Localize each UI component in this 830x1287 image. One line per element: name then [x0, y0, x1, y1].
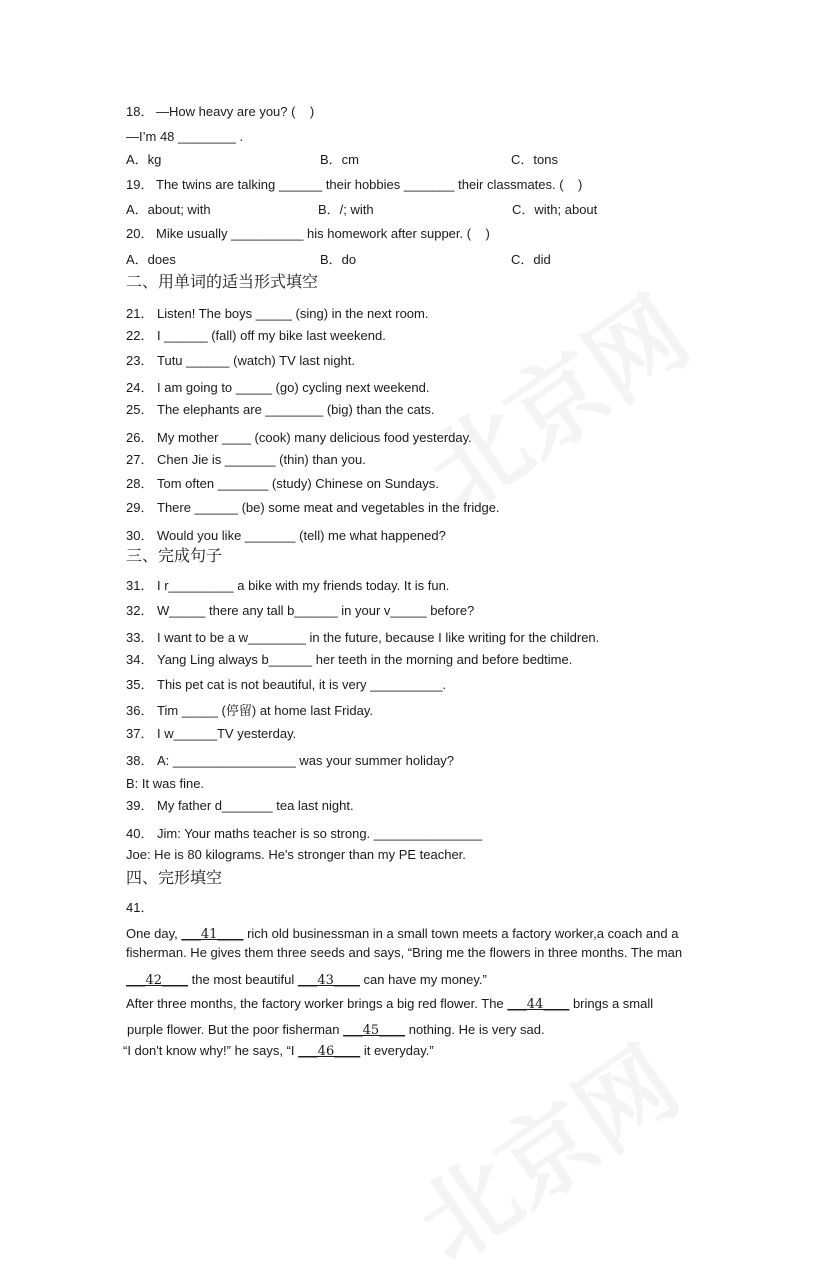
blank-43[interactable]: ___43____ [297, 973, 360, 988]
question-text: W_____ there any tall b______ in your v_____ before? [157, 603, 475, 618]
question-number: 35． [126, 677, 154, 692]
question-30 [126, 527, 446, 545]
option-b[interactable]: B．cm [320, 152, 360, 167]
question-21 [126, 305, 428, 323]
question-number: 21． [126, 306, 154, 321]
question-text: I r_________ a bike with my friends today. It is fun. [157, 578, 450, 593]
question-38-answer: B: It was fine. [126, 776, 205, 791]
blank-46[interactable]: ___46____ [298, 1044, 361, 1059]
question-31 [126, 577, 449, 595]
question-number: 28． [126, 476, 154, 491]
question-number: 29． [126, 500, 154, 515]
watermark [397, 260, 711, 537]
question-text: I w______TV yesterday. [157, 726, 297, 741]
passage-line-2: fisherman. He gives them three seeds and says, “Bring me the flowers in three months. The man [126, 945, 683, 960]
question-text: Tutu ______ (watch) TV last night. [157, 353, 355, 368]
question-18-answer-line: —I’m 48 ________ . [126, 129, 244, 144]
question-text: Chen Jie is _______ (thin) than you. [157, 452, 366, 467]
option-c[interactable]: C．with; about [512, 202, 598, 217]
question-number: 20． [126, 226, 154, 241]
option-a[interactable]: A．does [126, 252, 176, 267]
question-text: My mother ____ (cook) many delicious food yesterday. [157, 430, 472, 445]
passage-line-5 [127, 1021, 545, 1040]
question-40 [126, 825, 482, 843]
question-26 [126, 429, 472, 447]
passage-text: “I don't know why!” he says, “I [123, 1043, 299, 1058]
question-39 [126, 797, 354, 815]
option-c[interactable]: C．tons [511, 152, 558, 167]
question-number: 23． [126, 353, 154, 368]
question-number: 31． [126, 578, 154, 593]
passage-text: brings a small [569, 996, 654, 1011]
question-29 [126, 499, 500, 517]
question-number: 39． [126, 798, 154, 813]
question-27 [126, 451, 366, 469]
passage-line-3 [126, 971, 487, 990]
question-text: There ______ (be) some meat and vegetables in the fridge. [157, 500, 500, 515]
watermark-bottom [387, 1010, 701, 1287]
question-40-dialogue: Joe: He is 80 kilograms. He's stronger than my PE teacher. [126, 847, 466, 862]
question-36 [126, 702, 373, 720]
question-number: 18． [126, 104, 154, 119]
section-title: 四、完形填空 [126, 868, 223, 887]
passage-line-1 [126, 925, 678, 944]
option-c[interactable]: C．did [511, 252, 551, 267]
question-number: 34． [126, 652, 154, 667]
question-number: 33． [126, 630, 154, 645]
passage-text: purple flower. But the poor fisherman [127, 1022, 344, 1037]
question-number: 26． [126, 430, 154, 445]
question-number: 22． [126, 328, 154, 343]
question-18 [126, 103, 314, 121]
passage-text: it everyday.” [360, 1043, 434, 1058]
question-text: This pet cat is not beautiful, it is very __________. [157, 677, 447, 692]
section-title: 三、完成句子 [126, 546, 223, 565]
question-number: 19． [126, 177, 154, 192]
question-35 [126, 676, 446, 694]
question-text: The elephants are ________ (big) than the cats. [157, 402, 435, 417]
passage-text: nothing. He is very sad. [405, 1022, 545, 1037]
question-text: Tom often _______ (study) Chinese on Sundays. [157, 476, 439, 491]
passage-line-4 [126, 995, 653, 1014]
passage-text: the most beautiful [188, 972, 298, 987]
question-number: 24． [126, 380, 154, 395]
option-b[interactable]: B．/; with [318, 202, 374, 217]
question-34 [126, 651, 572, 669]
passage-line-6 [123, 1042, 434, 1061]
question-number: 30． [126, 528, 154, 543]
question-number: 40． [126, 826, 154, 841]
question-38 [126, 752, 454, 770]
question-25 [126, 401, 435, 419]
question-22 [126, 327, 386, 345]
question-number: 38． [126, 753, 154, 768]
question-number: 36． [126, 703, 154, 718]
question-text: I want to be a w________ in the future, because I like writing for the children. [157, 630, 600, 645]
question-text: Listen! The boys _____ (sing) in the next room. [157, 306, 429, 321]
question-37 [126, 725, 296, 743]
blank-45[interactable]: ___45____ [343, 1023, 406, 1038]
blank-41[interactable]: ___41____ [181, 927, 244, 942]
question-41-number: 41． [126, 900, 154, 915]
option-b[interactable]: B．do [320, 252, 357, 267]
passage-text: After three months, the factory worker brings a big red flower. The [126, 996, 508, 1011]
question-text: The twins are talking ______ their hobbies _______ their classmates. ( ) [156, 177, 583, 192]
question-text: Yang Ling always b______ her teeth in the morning and before bedtime. [157, 652, 573, 667]
question-20 [126, 225, 490, 243]
question-number: 27． [126, 452, 154, 467]
question-number: 25． [126, 402, 154, 417]
question-32 [126, 602, 474, 620]
question-text: Would you like _______ (tell) me what happened? [157, 528, 446, 543]
passage-text: One day, [126, 926, 182, 941]
option-a[interactable]: A．about; with [126, 202, 211, 217]
question-text: A: _________________ was your summer holiday? [157, 753, 455, 768]
question-text: My father d_______ tea last night. [157, 798, 354, 813]
question-number: 37． [126, 726, 154, 741]
passage-text: rich old businessman in a small town meets a factory worker,a coach and a [243, 926, 679, 941]
question-28 [126, 475, 439, 493]
passage-text: can have my money.” [359, 972, 487, 987]
question-text: Jim: Your maths teacher is so strong. _______________ [157, 826, 483, 841]
question-number: 32． [126, 603, 154, 618]
section-title: 二、用单词的适当形式填空 [126, 272, 319, 291]
question-24 [126, 379, 429, 397]
question-text: I ______ (fall) off my bike last weekend. [157, 328, 386, 343]
blank-42[interactable]: ___42____ [126, 973, 189, 988]
question-23 [126, 352, 355, 370]
question-text: I am going to _____ (go) cycling next weekend. [157, 380, 430, 395]
question-33 [126, 629, 599, 647]
question-text: Mike usually __________ his homework after supper. ( ) [156, 226, 490, 241]
option-a[interactable]: A．kg [126, 152, 162, 167]
question-text: —How heavy are you? ( ) [156, 104, 315, 119]
blank-44[interactable]: ___44____ [507, 997, 570, 1012]
question-19 [126, 176, 582, 194]
question-text: Tim _____ (停留) at home last Friday. [157, 703, 374, 718]
